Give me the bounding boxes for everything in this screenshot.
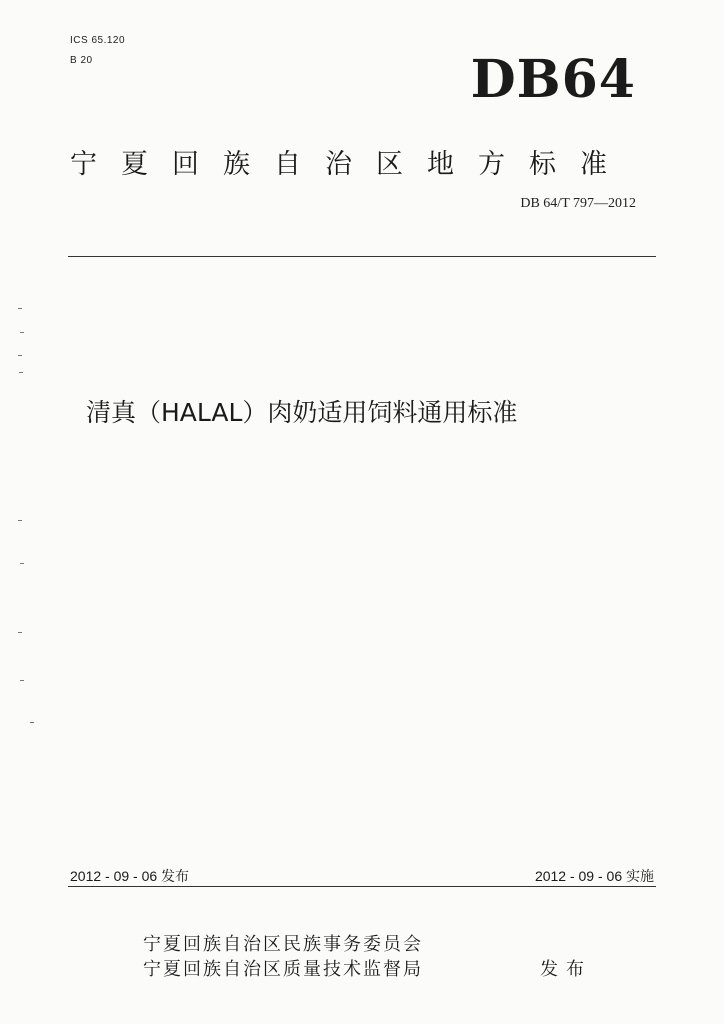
standard-type-heading: 宁夏回族自治区地方标准 <box>70 149 631 180</box>
scan-speck <box>30 722 34 723</box>
scan-speck <box>18 520 22 521</box>
issue-date: 2012 - 09 - 06 发布 <box>70 868 190 884</box>
publish-label: 发布 <box>540 959 592 980</box>
standard-number: DB 64/T 797—2012 <box>520 196 636 211</box>
top-divider <box>68 256 656 257</box>
bottom-divider <box>68 886 656 887</box>
scan-speck <box>18 355 22 356</box>
scan-speck <box>20 680 24 681</box>
ccs-code: B 20 <box>70 55 93 66</box>
db-logo: DB64 <box>470 49 636 110</box>
issuer-ethnic-affairs: 宁夏回族自治区民族事务委员会 <box>143 934 423 955</box>
scan-speck <box>18 632 22 633</box>
issuer-quality-supervision: 宁夏回族自治区质量技术监督局 <box>143 959 423 980</box>
document-title: 清真（HALAL）肉奶适用饲料通用标准 <box>86 398 518 427</box>
scan-speck <box>20 332 24 333</box>
implementation-date: 2012 - 09 - 06 实施 <box>534 868 654 884</box>
ics-code: ICS 65.120 <box>70 35 126 46</box>
scan-speck <box>19 372 23 373</box>
scan-speck <box>18 308 22 309</box>
scan-speck <box>20 563 24 564</box>
